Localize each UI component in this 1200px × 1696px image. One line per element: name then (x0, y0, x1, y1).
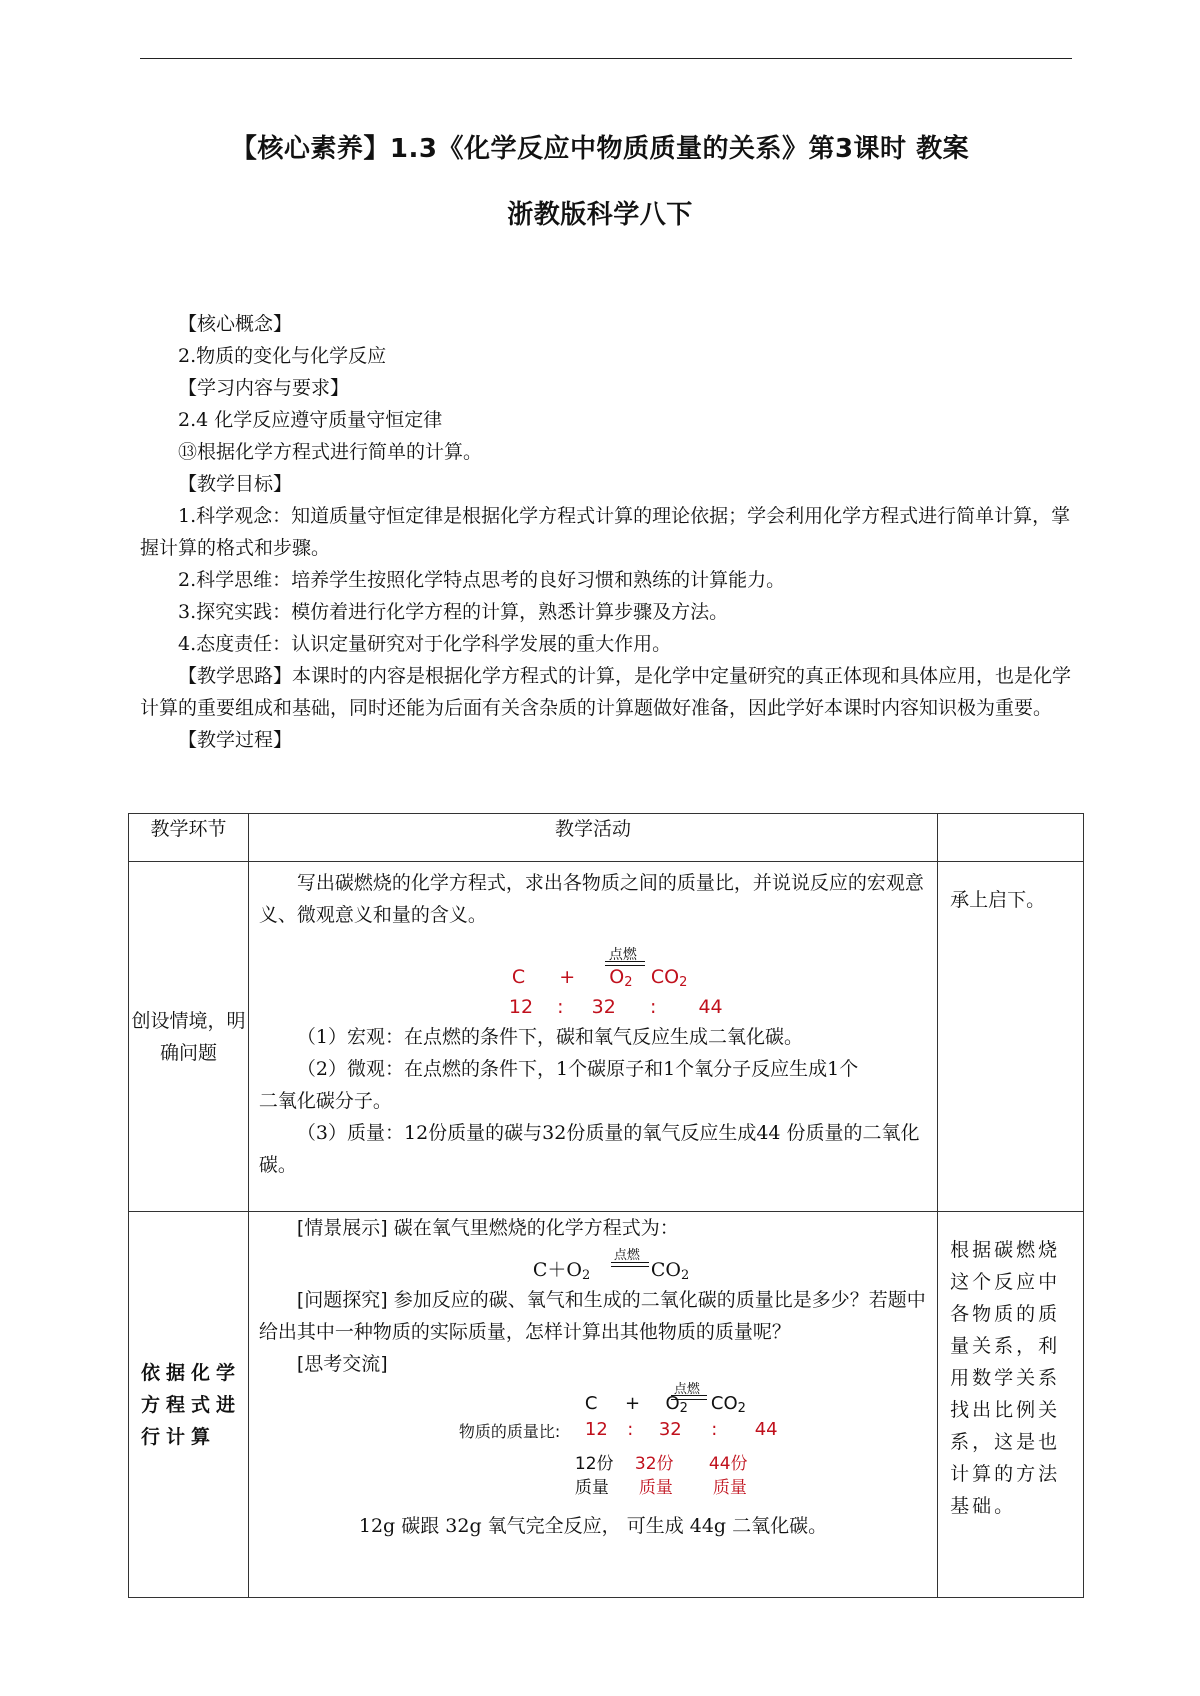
heading-teaching-process: 【教学过程】 (178, 729, 293, 751)
tag-discussion: [思考交流] (296, 1353, 388, 1375)
goal-4: 4.态度责任：认识定量研究对于化学科学发展的重大作用。 (178, 633, 672, 655)
conclusion: 12g 碳跟 32g 氧气完全反应， 可生成 44g 二氧化碳。 (358, 1515, 828, 1537)
problem-inquiry: [问题探究] 参加反应的碳、氧气和生成的二氧化碳的质量比是多少？若题中给出其中一种物质的实际质量，怎样计算出其他物质的质量呢？ (258, 1289, 926, 1343)
eq-plus: + (559, 966, 576, 988)
tag-scenario: [情景展示] (296, 1217, 388, 1239)
simple-equation: $C+O_2$ 点燃 $CO_2$ (532, 1248, 690, 1283)
mass-meaning: （3）质量：12份质量的碳与32份质量的氧气反应生成44 份质量的二氧化碳。 (258, 1122, 920, 1176)
goal-1: 1.科学观念：知道质量守恒定律是根据化学方程式计算的理论依据；学会利用化学方程式进行简单计算，掌握计算的格式和步骤。 (140, 505, 1071, 559)
tag-inquiry: [问题探究] (296, 1289, 388, 1311)
heading-learning-content: 【学习内容与要求】 (178, 377, 350, 399)
mass-ratio: 12 : 32 : 44 (508, 996, 723, 1018)
core-concept-text: 2.物质的变化与化学反应 (178, 345, 387, 367)
table-row (129, 1212, 1084, 1598)
activity-intro: 写出碳燃烧的化学方程式，求出各物质之间的质量比，并说说反应的宏观意义、微观意义和量的含义。 (258, 872, 924, 926)
eq-double-line (605, 961, 645, 966)
document-title: 【核心素养】1.3《化学反应中物质质量的关系》第3课时 教案 (230, 134, 970, 164)
stage-cell: 依据化学方程式进行计算 (129, 1212, 249, 1598)
eq-condition: 点燃 (608, 947, 637, 963)
header-stage: 教学环节 (129, 814, 249, 862)
heading-teaching-goals: 【教学目标】 (178, 473, 293, 495)
document-subtitle: 浙教版科学八下 (507, 200, 693, 230)
learning-content-text: 2.4 化学反应遵守质量守恒定律 (178, 409, 443, 431)
scenario-line: [情景展示] 碳在氧气里燃烧的化学方程式为： (296, 1217, 679, 1239)
header-note (938, 814, 1084, 862)
goal-3: 3.探究实践：模仿着进行化学方程的计算，熟悉计算步骤及方法。 (178, 601, 729, 623)
carbon-combustion-equation: $C + O_2$ 点燃 $CO_2$ 12 : 32 : 44 (259, 939, 927, 1021)
note-cell: 根据碳燃烧这个反应中各物质的质量关系，利用数学关系找出比例关系，这是也计算的方法基础。 (938, 1212, 1084, 1598)
macro-meaning: （1）宏观：在点燃的条件下，碳和氧气反应生成二氧化碳。 (296, 1026, 803, 1048)
eq-c: C (511, 966, 526, 988)
table-row (129, 862, 1084, 1212)
header-activity: 教学活动 (248, 814, 937, 862)
activity-cell (248, 1212, 937, 1598)
eq-co2: CO (650, 966, 680, 988)
heading-core-concept: 【核心概念】 (178, 313, 293, 335)
ratio-values: 12 : 32 : 44 (584, 1419, 778, 1440)
teaching-process-table (128, 813, 1084, 1598)
teaching-idea: 【教学思路】本课时的内容是根据化学方程式的计算，是化学中定量研究的真正体现和具体应用，也是化学计算的重要组成和基础，同时还能为后面有关含杂质的计算题做好准备，因此学好本课时内容知识极为重要。 (140, 665, 1072, 719)
micro-meaning-cont: 二氧化碳分子。 (258, 1090, 392, 1112)
ratio-diagram: $C + O_2$ 点燃 $CO_2$ 物质的质量比: 12 : 32 : 44 12份 32份 44份 质量 质量 质量 (458, 1382, 778, 1498)
stage-cell: 创设情境，明确问题 (129, 862, 249, 1212)
header-rule (140, 58, 1072, 59)
note-cell: 承上启下。 (938, 862, 1084, 1212)
micro-meaning: （2）微观：在点燃的条件下，1个碳原子和1个氧分子反应生成1个 (296, 1058, 859, 1080)
ratio-label: 物质的质量比: (458, 1422, 561, 1441)
learning-requirement-text: ⑬根据化学方程式进行简单的计算。 (178, 441, 483, 463)
intro-section (140, 308, 1072, 756)
activity-cell (248, 862, 937, 1212)
table-header-row (129, 814, 1084, 862)
eq-o2: O (609, 966, 625, 988)
goal-2: 2.科学思维：培养学生按照化学特点思考的良好习惯和熟练的计算能力。 (178, 569, 786, 591)
